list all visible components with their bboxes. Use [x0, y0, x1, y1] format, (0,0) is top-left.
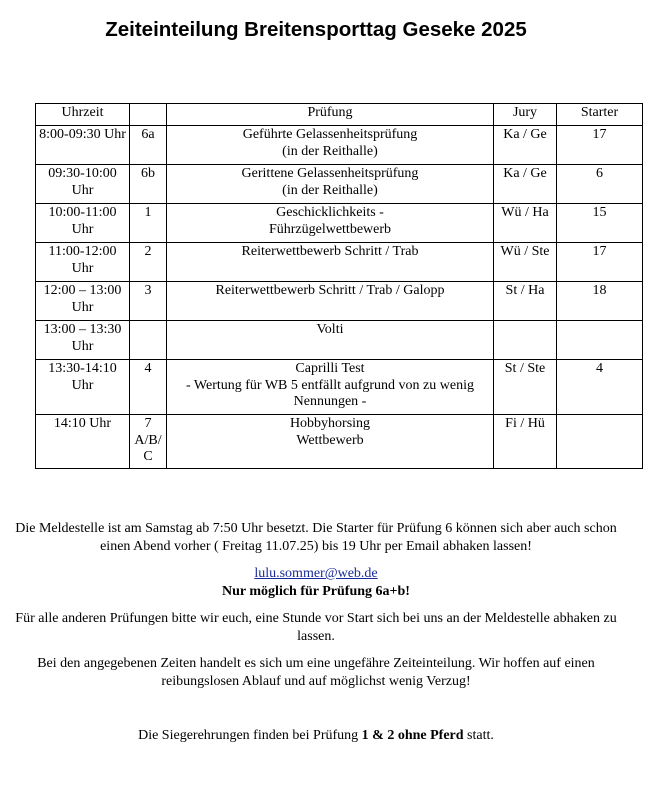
cell-starter: 4 [557, 360, 643, 415]
cell-starter [557, 415, 643, 469]
cell-uhrzeit: 10:00-11:00 Uhr [36, 204, 130, 243]
cell-pruefung [167, 204, 494, 243]
sieger-text-post: statt. [467, 728, 494, 743]
note-zeiten: Bei den angegebenen Zeiten handelt es sich um eine ungefähre Zeiteinteilung. Wir hoffen auf einen reibungslosen Ablauf und auf möglichst wenig Verzug! [37, 656, 595, 689]
pruefung-line: Hobbyhorsing [289, 416, 371, 431]
pruefung-line: Nennungen - [293, 394, 367, 409]
cell-jury: Ka / Ge [494, 126, 557, 165]
cell-uhrzeit: 8:00-09:30 Uhr [36, 126, 130, 165]
pruefung-line: (in der Reithalle) [282, 182, 378, 198]
cell-uhrzeit: 13:00 – 13:30 Uhr [36, 321, 130, 360]
pruefung-line: Wettbewerb [296, 432, 364, 448]
cell-uhrzeit: 14:10 Uhr [36, 415, 130, 469]
note-email-block [0, 565, 632, 601]
cell-nr: 6a [130, 126, 167, 165]
cell-pruefung [167, 321, 494, 360]
pruefung-line: - Wertung für WB 5 entfällt aufgrund von zu wenig [185, 377, 474, 393]
note-siegerehrung [0, 727, 632, 745]
pruefung-line: Gerittene Gelassenheitsprüfung [241, 166, 419, 181]
cell-jury: St / Ste [494, 360, 557, 415]
cell-starter: 18 [557, 282, 643, 321]
header-pruefung: Prüfung [167, 104, 494, 126]
cell-pruefung [167, 243, 494, 282]
note-nur-moeglich: Nur möglich für Prüfung 6a+b! [222, 584, 410, 599]
cell-jury: Fi / Hü [494, 415, 557, 469]
table-row [36, 126, 643, 165]
cell-pruefung [167, 415, 494, 469]
note-andere: Für alle anderen Prüfungen bitte wir euch, eine Stunde vor Start sich bei uns an der Meldestelle abhaken zu lassen. [15, 611, 617, 644]
table-row [36, 321, 643, 360]
cell-jury: Wü / Ste [494, 243, 557, 282]
cell-starter: 6 [557, 165, 643, 204]
cell-starter: 17 [557, 243, 643, 282]
cell-jury: Wü / Ha [494, 204, 557, 243]
pruefung-line: Caprilli Test [295, 361, 365, 376]
pruefung-line: Führzügelwettbewerb [268, 221, 392, 237]
email-link[interactable]: lulu.sommer@web.de [254, 566, 378, 581]
header-uhrzeit: Uhrzeit [36, 104, 130, 126]
cell-uhrzeit: 09:30-10:00 Uhr [36, 165, 130, 204]
pruefung-line: Geschicklichkeits - [276, 205, 384, 220]
table-row [36, 360, 643, 415]
cell-jury: St / Ha [494, 282, 557, 321]
cell-nr: 4 [130, 360, 167, 415]
schedule-table [35, 103, 643, 469]
cell-uhrzeit: 11:00-12:00 Uhr [36, 243, 130, 282]
table-row [36, 282, 643, 321]
pruefung-line: (in der Reithalle) [282, 143, 378, 159]
cell-starter [557, 321, 643, 360]
cell-jury [494, 321, 557, 360]
sieger-text-bold: 1 & 2 ohne Pferd [361, 728, 464, 743]
cell-jury: Ka / Ge [494, 165, 557, 204]
cell-uhrzeit: 12:00 – 13:00 Uhr [36, 282, 130, 321]
cell-pruefung [167, 282, 494, 321]
cell-uhrzeit: 13:30-14:10 Uhr [36, 360, 130, 415]
cell-nr: 6b [130, 165, 167, 204]
cell-nr: 2 [130, 243, 167, 282]
table-header-row [36, 104, 643, 126]
cell-nr: 1 [130, 204, 167, 243]
table-row [36, 243, 643, 282]
cell-pruefung [167, 126, 494, 165]
pruefung-line: Reiterwettbewerb Schritt / Trab / Galopp [215, 283, 445, 298]
note-meldestelle: Die Meldestelle ist am Samstag ab 7:50 Uhr besetzt. Die Starter für Prüfung 6 können sich aber auch schon einen Abend vorher ( Freitag 11.07.25) bis 19 Uhr per Email abhaken lassen! [15, 521, 617, 554]
table-row [36, 415, 643, 469]
pruefung-line: Reiterwettbewerb Schritt / Trab [241, 244, 419, 259]
cell-nr: 3 [130, 282, 167, 321]
page-title: Zeiteinteilung Breitensporttag Geseke 2025 [105, 18, 527, 41]
cell-pruefung [167, 165, 494, 204]
cell-nr: 7 A/B/ C [130, 415, 167, 469]
pruefung-line: Geführte Gelassenheitsprüfung [242, 127, 418, 142]
cell-starter: 15 [557, 204, 643, 243]
pruefung-line: Volti [316, 322, 344, 337]
cell-nr [130, 321, 167, 360]
table-row [36, 165, 643, 204]
table-row [36, 204, 643, 243]
cell-pruefung [167, 360, 494, 415]
header-nr [130, 104, 167, 126]
header-starter: Starter [557, 104, 643, 126]
sieger-text-pre: Die Siegerehrungen finden bei Prüfung [138, 728, 359, 743]
cell-starter: 17 [557, 126, 643, 165]
header-jury: Jury [494, 104, 557, 126]
